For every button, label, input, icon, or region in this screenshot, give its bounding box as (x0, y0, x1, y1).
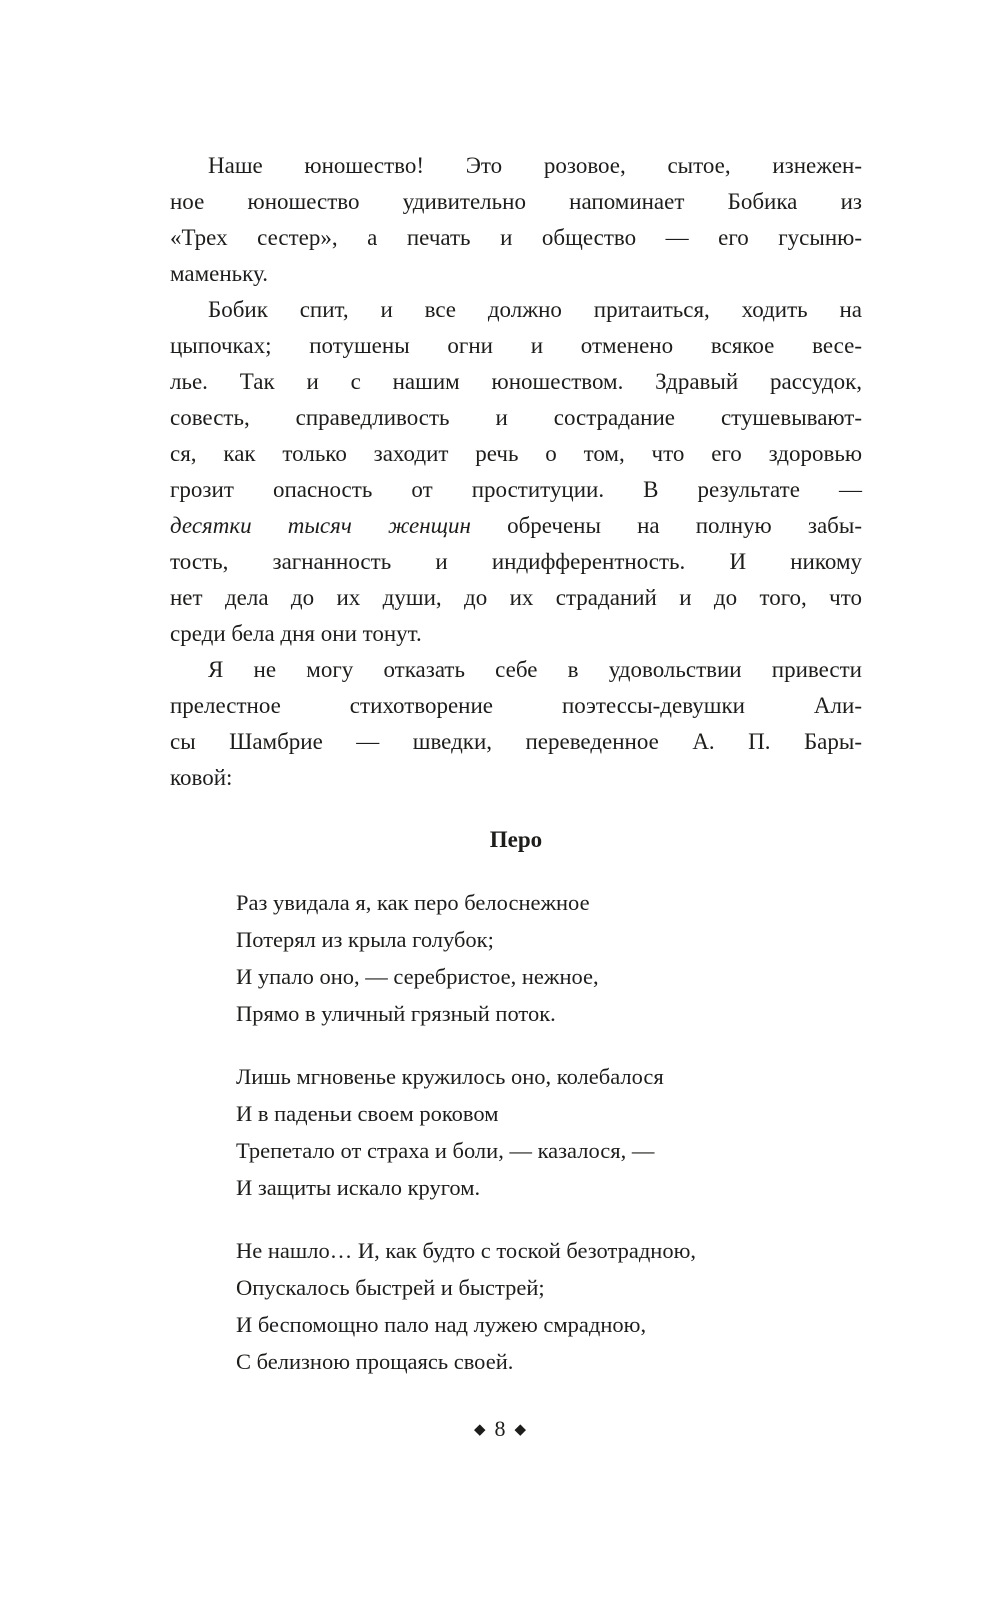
poem-line: Трепетало от страха и боли, — казалося, — (236, 1138, 655, 1163)
prose-line: тость, загнанность и индифферентность. И никому (170, 549, 862, 574)
page-footer (0, 1416, 1000, 1442)
poem-line: И беспомощно пало над лужею смрадною, (236, 1312, 647, 1337)
poem-line: Прямо в уличный грязный поток. (236, 1001, 556, 1026)
prose (170, 148, 862, 796)
prose-line: маменьку. (170, 261, 268, 286)
prose-line: цыпочках; потушены огни и отменено всякое весе- (170, 333, 862, 358)
diamond-ornament-right-icon: ◆ (514, 1422, 527, 1438)
prose-line (170, 508, 862, 544)
prose-line: ковой: (170, 765, 233, 790)
prose-line: лье. Так и с нашим юношеством. Здравый рассудок, (170, 369, 862, 394)
prose-line: нет дела до их души, до их страданий и до того, что (170, 585, 862, 610)
prose-line: Я не могу отказать себе в удовольствии привести (208, 657, 862, 682)
stanza (170, 884, 862, 1032)
prose-line: сы Шамбрие — шведки, переведенное А. П. Бары- (170, 729, 862, 754)
text-segment: обречены на полную забы- (470, 513, 862, 538)
prose-line: среди бела дня они тонут. (170, 621, 422, 646)
poem-line: И в паденьи своем роковом (236, 1101, 499, 1126)
poem-line: И упало оно, — серебристое, нежное, (236, 964, 599, 989)
prose-line: Наше юношество! Это розовое, сытое, изнежен- (208, 153, 862, 178)
poem-line: С белизною прощаясь своей. (236, 1349, 514, 1374)
paragraph (170, 652, 862, 796)
poem-line: Раз увидала я, как перо белоснежное (236, 890, 590, 915)
diamond-ornament-left-icon: ◆ (473, 1422, 486, 1438)
paragraph (170, 148, 862, 292)
stanza (170, 1232, 862, 1380)
poem (170, 822, 862, 1380)
prose-line: «Трех сестер», а печать и общество — его гусыню- (170, 225, 862, 250)
poem-line: Не нашло… И, как будто с тоской безотрадною, (236, 1238, 697, 1263)
prose-line: Бобик спит, и все должно притаиться, ходить на (208, 297, 862, 322)
italic-text: десятки тысяч женщин (170, 513, 471, 538)
poem-stanzas (170, 884, 862, 1380)
prose-line: ся, как только заходит речь о том, что его здоровью (170, 441, 862, 466)
prose-line: прелестное стихотворение поэтессы-девушки Али- (170, 693, 862, 718)
poem-line: Лишь мгновенье кружилось оно, колебалося (236, 1064, 664, 1089)
paragraph (170, 292, 862, 652)
prose-line: совесть, справедливость и сострадание стушевывают- (170, 405, 862, 430)
text-block (170, 148, 862, 1406)
page-number: 8 (494, 1416, 506, 1441)
poem-line: Опускалось быстрей и быстрей; (236, 1275, 545, 1300)
prose-line: ное юношество удивительно напоминает Бобика из (170, 189, 862, 214)
poem-line: И защиты искало кругом. (236, 1175, 481, 1200)
prose-line: грозит опасность от проституции. В результате — (170, 477, 862, 502)
poem-title: Перо (489, 827, 543, 852)
poem-line: Потерял из крыла голубок; (236, 927, 494, 952)
stanza (170, 1058, 862, 1206)
